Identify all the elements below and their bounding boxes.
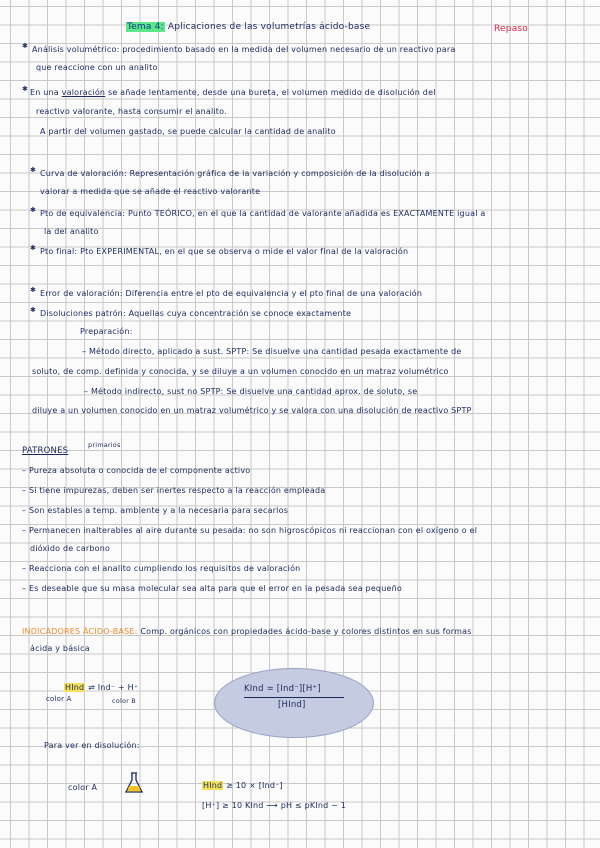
hind-species-2: HInd (203, 781, 223, 790)
bullet-star: ✱ (30, 166, 36, 174)
intro-line-2: que reaccione con un analito (36, 63, 158, 72)
color-a-label: color A (46, 695, 72, 703)
patron-item-2: – Si tiene impurezas, deben ser inertes respecto a la reacción empleada (22, 486, 326, 495)
metodo-indirecto-2: diluye a un volumen conocido en un matraz volumétrico y se valora con una disolución de reactivo SPTP (32, 406, 472, 415)
bullet-star: ✱ (30, 244, 36, 252)
intro-line-4: reactivo valorante, hasta consumir el analito. (36, 107, 227, 116)
patron-item-1: – Pureza absoluta o conocida de el componente activo (22, 466, 251, 475)
patron-item-5: – Reacciona con el analito cumpliendo los requisitos de valoración (22, 564, 301, 573)
topic-title: Aplicaciones de las volumetrías ácido-base (167, 22, 371, 32)
kind-denominator: [HInd] (278, 700, 306, 710)
condition-1: HInd ≥ 10 × [Ind⁻] (203, 781, 283, 790)
review-tag: Repaso (494, 24, 529, 34)
color-a-disolucion: color A (68, 783, 98, 792)
indicadores-text: Comp. orgánicos con propiedades ácido-base y colores distintos en sus formas (140, 627, 472, 636)
patrones-heading: PATRONES (22, 446, 69, 456)
metodo-indirecto: – Método indirecto, sust no SPTP: Se disuelve una cantidad aprox. de soluto, se (84, 387, 418, 396)
condition-2: [H⁺] ≥ 10 KInd ⟶ pH ≤ pKInd − 1 (202, 801, 347, 810)
kind-numerator: KInd = [Ind⁻][H⁺] (244, 684, 321, 694)
def-error: Error de valoración: Diferencia entre el pto de equivalencia y el pto final de una valoración (40, 289, 423, 298)
intro-line-3: En una valoración se añade lentamente, desde una bureta, el volumen medido de disolución del (30, 88, 436, 97)
bullet-star: ✱ (30, 206, 36, 214)
para-ver-label: Para ver en disolución: (44, 741, 140, 750)
indicadores-line-1 (22, 626, 472, 637)
bullet-star: ✱ (30, 306, 36, 314)
metodo-directo: – Método directo, aplicado a sust. SPTP: Se disuelve una cantidad pesada exactamente de (82, 347, 462, 356)
preparacion-label: Preparación: (80, 327, 133, 336)
equilibrium (64, 682, 138, 693)
topic-number: Tema 4: (127, 22, 164, 32)
fraction-bar (244, 697, 344, 698)
patrones-superscript: primarios (88, 441, 121, 449)
patron-item-4b: dióxido de carbono (30, 544, 111, 553)
intro-line-5: A partir del volumen gastado, se puede calcular la cantidad de analito (40, 127, 336, 136)
def-pto-equivalencia-2: la del analito (44, 227, 99, 236)
def-pto-equivalencia: Pto de equivalencia: Punto TEÓRICO, en el que la cantidad de valorante añadida es EXACTAMENTE igual a (40, 209, 486, 218)
equilibrium-arrow: ⇌ (88, 683, 95, 692)
def-curva-2: valorar a medida que se añade el reactivo valorante (40, 187, 261, 196)
hind-species: HInd (65, 683, 85, 692)
indicadores-heading: INDICADORES ÁCIDO-BASE: (22, 627, 138, 636)
bullet-star: ✱ (22, 42, 28, 50)
patron-item-6: – Es deseable que su masa molecular sea alta para que el error en la pesada sea pequeño (22, 584, 402, 593)
valoracion-term: valoración (61, 88, 106, 97)
indicadores-line-2: ácida y básica (30, 644, 90, 653)
products: Ind⁻ + H⁺ (97, 683, 139, 692)
def-pto-final: Pto final: Pto EXPERIMENTAL, en el que se observa o mide el valor final de la valoración (40, 247, 409, 256)
def-curva: Curva de valoración: Representación gráfica de la variación y composición de la disolución a (40, 169, 430, 178)
color-b-label: color B (112, 697, 136, 705)
erlenmeyer-flask-icon (124, 772, 144, 794)
patron-item-4: – Permanecen inalterables al aire durante su pesada: no son higroscópicos ni reaccionan con el oxígeno o el (22, 526, 478, 535)
intro-line-1: Análisis volumétrico: procedimiento basado en la medida del volumen necesario de un reactivo para (32, 45, 456, 54)
patron-item-3: – Son estables a temp. ambiente y a la necesaria para secarlos (22, 506, 289, 515)
bullet-star: ✱ (22, 85, 28, 93)
bullet-star: ✱ (30, 286, 36, 294)
page-title (126, 22, 370, 33)
metodo-directo-2: soluto, de comp. definida y conocida, y se diluye a un volumen conocido en un matraz volumétrico (32, 367, 449, 376)
def-disoluciones-patron: Disoluciones patrón: Aquellas cuya concentración se conoce exactamente (40, 309, 352, 318)
